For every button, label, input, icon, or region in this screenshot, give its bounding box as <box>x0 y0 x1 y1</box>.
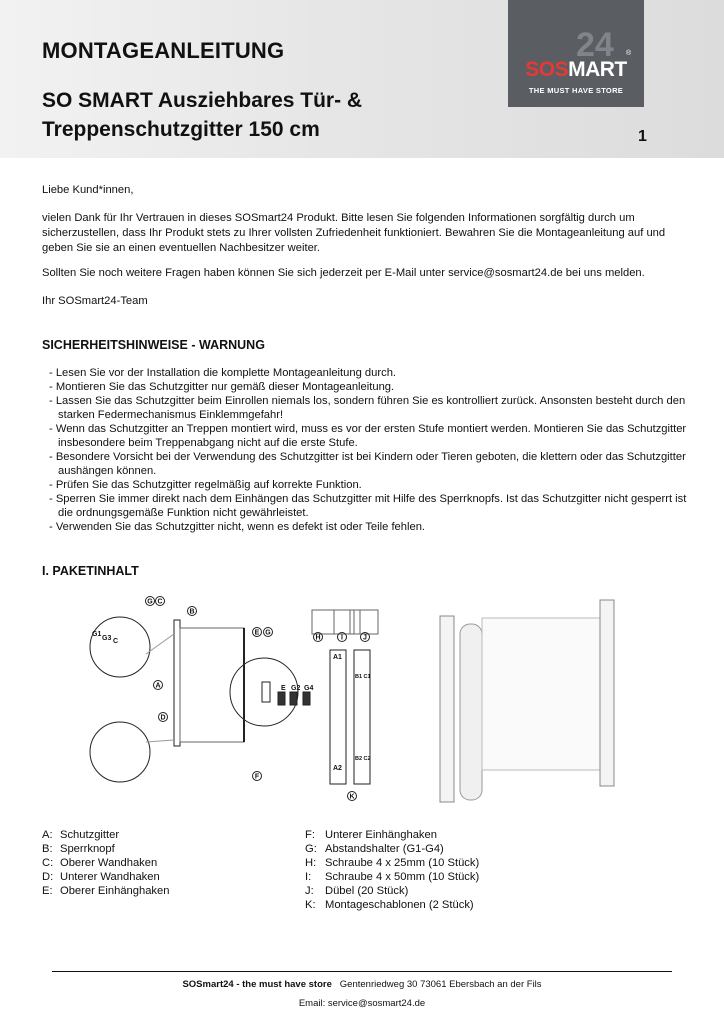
photo-wall-rail <box>440 616 454 802</box>
legend-row: J: Dübel (20 Stück) <box>305 885 409 897</box>
legend-row: K: Montageschablonen (2 Stück) <box>305 899 474 911</box>
figure-label: A <box>155 682 161 690</box>
template-b <box>354 650 370 784</box>
gate-cassette <box>174 620 180 746</box>
safety-item: - Montieren Sie das Schutzgitter nur gemäß dieser Montageanleitung. <box>49 381 395 393</box>
figure-label: H <box>315 634 321 642</box>
photo-cassette <box>460 624 482 800</box>
safety-item: - Lesen Sie vor der Installation die komplette Montageanleitung durch. <box>49 367 397 379</box>
legend-right <box>305 828 479 912</box>
sosmart-logo <box>508 0 644 107</box>
hook-part <box>262 682 270 702</box>
document-title: MONTAGEANLEITUNG <box>42 38 285 63</box>
safety-item: - Sperren Sie immer direkt nach dem Einhängen das Schutzgitter mit Hilfe des Sperrknopfs. Ist das Schutzgitter nicht gesperrt ist die ordnungsgemäße Funktion nicht gewährleistet. <box>49 493 687 519</box>
footer-company: SOSmart24 - the must have store <box>182 979 332 990</box>
safety-item: - Verwenden Sie das Schutzgitter nicht, wenn es defekt ist oder Teile fehlen. <box>49 521 426 533</box>
logo-registered-mark: ® <box>626 50 632 57</box>
signoff: Ihr SOSmart24-Team <box>42 295 148 307</box>
spacer-part <box>278 692 285 705</box>
package-heading: I. PAKETINHALT <box>42 564 139 578</box>
figure-label: G1 <box>92 631 102 638</box>
safety-item: - Wenn das Schutzgitter an Treppen montiert wird, muss es vor der ersten Stufe montiert werden. Montieren Sie das Schutzgitter insbesondere beim Treppenabgang nicht auf die erste Stufe. <box>49 423 687 449</box>
legend-row: C: Oberer Wandhaken <box>42 857 158 869</box>
gate-mesh <box>180 628 244 742</box>
legend-row: B: Sperrknopf <box>42 843 115 855</box>
screw-bundle <box>312 610 360 634</box>
figure-label: G2 <box>291 685 301 692</box>
figure-label: A1 <box>333 654 342 661</box>
detail-circle-upper <box>90 617 150 677</box>
figure-label: G <box>265 629 271 637</box>
logo-slogan: THE MUST HAVE STORE <box>528 86 624 95</box>
figure-label: C <box>157 598 163 606</box>
figure-label: E <box>254 629 260 637</box>
screw-bundle <box>334 610 350 634</box>
footer-street: Gentenriedweg 30 73061 Ebersbach an der Fils <box>339 979 542 990</box>
safety-heading: SICHERHEITSHINWEISE - WARNUNG <box>42 338 265 352</box>
figure-label: B <box>189 608 195 616</box>
safety-item: - Lassen Sie das Schutzgitter beim Einrollen niemals los, sondern führen Sie es kontrolliert zurück. Ansonsten besteht durch den starken Federmechanismus Einklemmgefahr! <box>49 395 686 421</box>
photo-mesh <box>482 618 606 770</box>
legend-row: D: Unterer Wandhaken <box>42 871 160 883</box>
figure-label: J <box>363 634 367 642</box>
detail-circle-right <box>230 658 301 726</box>
contact-paragraph: Sollten Sie noch weitere Fragen haben können Sie sich jederzeit per E-Mail unter service@sosmart24.de bei uns melden. <box>42 267 645 279</box>
product-title: SO SMART Ausziehbares Tür- & Treppenschutzgitter 150 cm <box>42 89 363 141</box>
safety-list <box>48 366 688 534</box>
legend-row: I: Schraube 4 x 50mm (10 Stück) <box>305 871 480 883</box>
pointer-line <box>146 740 174 742</box>
safety-item: - Besondere Vorsicht bei der Verwendung des Schutzgitter ist bei Kindern oder Tieren geboten, die klettern oder das Schutzgitter aushängen können. <box>49 451 686 477</box>
page-header <box>0 0 724 158</box>
anchor-bundle <box>354 610 378 634</box>
figure-label: I <box>341 634 343 642</box>
legend-row: G: Abstandshalter (G1-G4) <box>305 843 444 855</box>
footer-divider <box>52 971 672 972</box>
detail-circle-lower <box>90 722 150 782</box>
safety-item: - Prüfen Sie das Schutzgitter regelmäßig auf korrekte Funktion. <box>49 479 362 491</box>
figure-label: G3 <box>102 635 112 642</box>
legend-row: H: Schraube 4 x 25mm (10 Stück) <box>305 857 480 869</box>
figure-label: A2 <box>333 765 342 772</box>
logo-brand: SOSMART <box>525 58 627 81</box>
figure-label: C <box>113 638 119 645</box>
figure-label: D <box>160 714 166 722</box>
figure-label: B2 C2 <box>355 756 371 762</box>
page-number: 1 <box>638 128 647 145</box>
legend-row: E: Oberer Einhänghaken <box>42 885 170 897</box>
template-a <box>330 650 346 784</box>
intro-paragraph: vielen Dank für Ihr Vertrauen in dieses SOSmart24 Produkt. Bitte lesen Sie folgenden Informationen sorgfältig durch um sicherzustellen, dass Ihr Produkt stets zu Ihrer vollsten Zufriedenheit funktioniert. Bewahren Sie die Montageanleitung auf und geben Sie sie an einen eventuellen Nachbesitzer weiter. <box>42 212 666 254</box>
greeting: Liebe Kund*innen, <box>42 184 134 196</box>
figure-label: B1 C1 <box>355 674 371 680</box>
photo-wall-rail <box>600 600 614 786</box>
spacer-part <box>303 692 310 705</box>
footer-email: Email: service@sosmart24.de <box>298 998 426 1009</box>
figure-label: G4 <box>304 685 314 692</box>
legend-left <box>42 828 169 898</box>
package-contents-figure <box>82 592 642 812</box>
figure-label: G <box>147 598 153 606</box>
legend-row: F: Unterer Einhänghaken <box>305 829 437 841</box>
spacer-part <box>290 692 297 705</box>
footer-address <box>0 979 724 990</box>
figure-label: E <box>281 685 286 692</box>
figure-label: K <box>349 793 355 801</box>
legend-row: A: Schutzgitter <box>42 829 120 841</box>
logo-number: 24 <box>576 26 614 64</box>
figure-label: F <box>254 773 260 781</box>
